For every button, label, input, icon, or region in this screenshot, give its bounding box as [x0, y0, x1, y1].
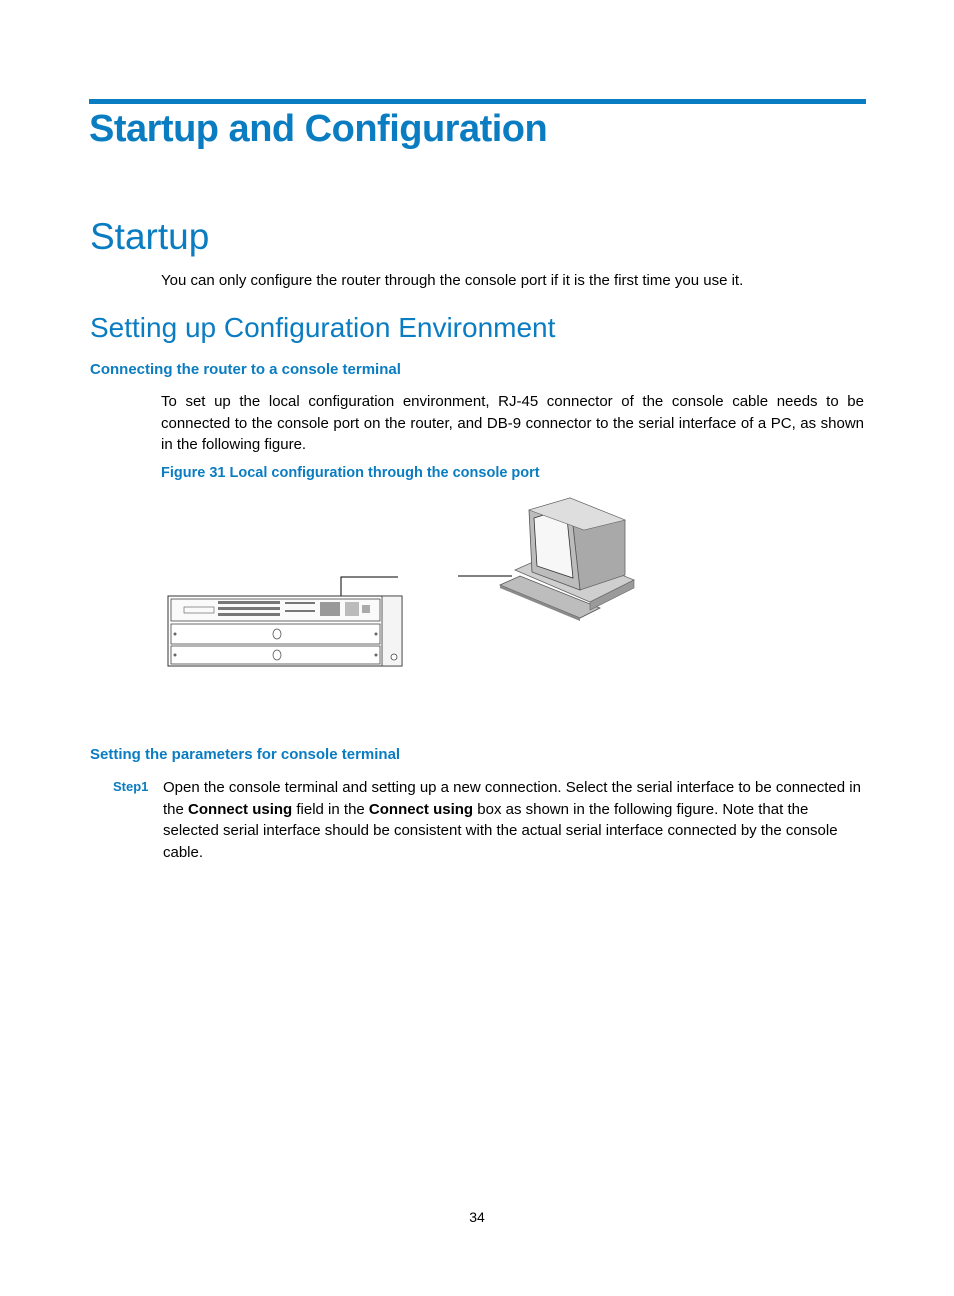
chapter-rule: [89, 99, 866, 104]
step-text-part-3: box as shown in the following figure. Note that the selected serial interface should be consistent with the actual serial interface connected by the console cable.: [163, 800, 838, 861]
figure-console-connection: [160, 490, 650, 675]
connect-using-field-label: Connect using: [188, 800, 293, 818]
chapter-title: Startup and Configuration: [89, 108, 548, 150]
page-number: 34: [469, 1209, 485, 1225]
step-text-part-2: field in the: [292, 800, 369, 818]
step-label: Step1: [113, 779, 149, 794]
step-text-part-1: Open the console terminal and setting up a new connection. Select the serial interface to be connected in the: [163, 779, 861, 818]
router-icon: [168, 596, 402, 666]
console-cable: [341, 576, 512, 597]
section-title: Startup: [90, 216, 210, 257]
step-text: [163, 777, 866, 863]
subsection-title: Setting up Configuration Environment: [90, 312, 556, 343]
parameters-heading: Setting the parameters for console terminal: [90, 746, 401, 763]
figure-drawing: [160, 490, 650, 675]
connecting-paragraph: To set up the local configuration environment, RJ-45 connector of the console cable needs to be connected to the console port on the router, and DB-9 connector to the serial interface of a PC, as shown in the following figure.: [161, 393, 864, 453]
figure-caption: Figure 31 Local configuration through the console port: [161, 465, 540, 481]
pc-icon: [500, 498, 634, 621]
connecting-heading: Connecting the router to a console terminal: [90, 361, 401, 378]
section-intro: You can only configure the router through the console port if it is the first time you use it.: [161, 272, 744, 289]
connect-using-box-label: Connect using: [368, 800, 474, 818]
